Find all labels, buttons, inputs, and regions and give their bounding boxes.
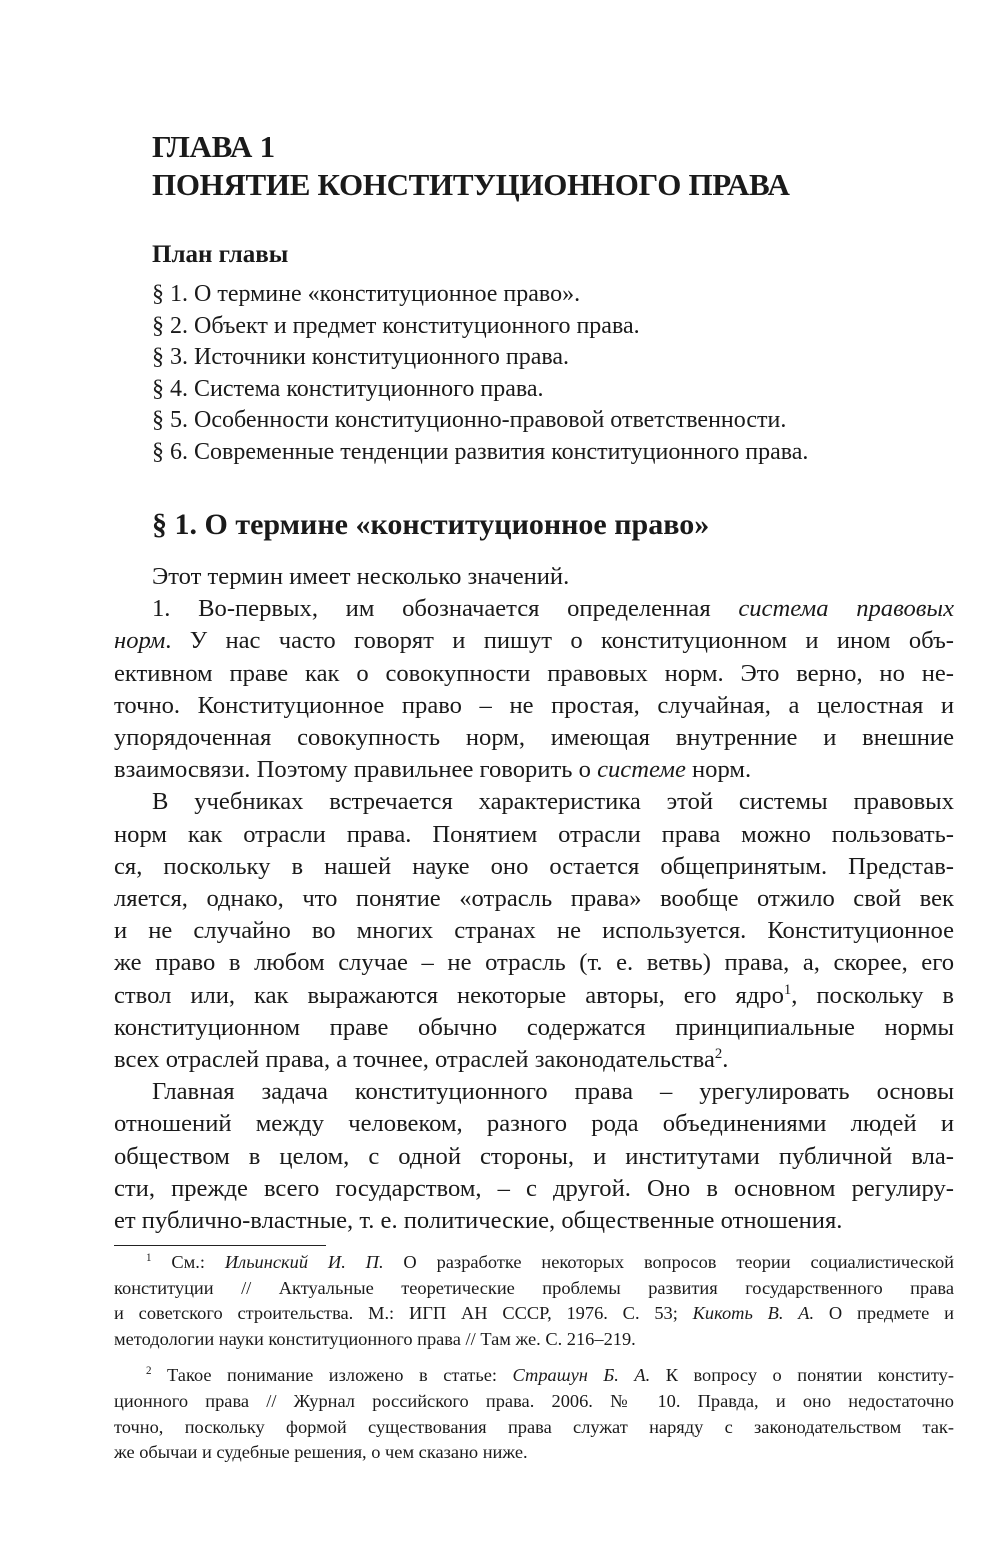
- text-line: В учебниках встречается характеристика этой системы правовых: [152, 788, 954, 816]
- paragraph-2: [114, 786, 954, 1076]
- text-line: обществом в целом, с одной стороны, и институтами публичной вла-: [114, 1142, 954, 1170]
- footnote-ref-1[interactable]: 1: [783, 981, 792, 998]
- footnote-ref-2[interactable]: 2: [714, 1045, 723, 1062]
- text-line: отношений между человеком, разного рода объединениями людей и: [114, 1110, 954, 1138]
- text-line: Главная задача конституционного права – урегулировать основы: [152, 1078, 954, 1106]
- plan-item: § 1. О термине «конституционное право».: [152, 281, 581, 307]
- footnote-line: же обычаи и судебные решения, о чем сказано ниже.: [114, 1442, 528, 1463]
- footnote-mark: 2: [146, 1365, 152, 1378]
- footnote-line: методологии науки конституционного права // Там же. С. 216–219.: [114, 1328, 636, 1349]
- footnote-line: [114, 1363, 954, 1389]
- text-line: же право в любом случае – не отрасль (т. е. ветвь) права, а, скорее, его: [114, 949, 954, 977]
- text-line: сти, прежде всего государством, – с другой. Оно в основном регулиру-: [114, 1174, 954, 1202]
- text-line: Этот термин имеет несколько значений.: [152, 563, 570, 590]
- paragraph-3: [114, 1076, 954, 1237]
- text-line: ет публично-властные, т. е. политические, общественные отношения.: [114, 1207, 843, 1235]
- text-line: [114, 754, 954, 786]
- text-run: О разработке некоторых вопросов теории социалистической: [383, 1252, 954, 1272]
- text-run: и советского строительства. М.: ИГП АН СССР, 1976. С. 53;: [114, 1303, 693, 1324]
- author-name: Ильинский И. П.: [224, 1252, 384, 1272]
- chapter-title: ПОНЯТИЕ КОНСТИТУЦИОННОГО ПРАВА: [152, 167, 790, 202]
- text-run: норм.: [685, 756, 752, 784]
- paragraph-intro: [114, 561, 954, 593]
- body-text: [114, 561, 954, 1237]
- plan-list: [152, 279, 808, 469]
- plan-item: § 3. Источники конституционного права.: [152, 344, 570, 371]
- text-run: О предмете и: [814, 1303, 954, 1324]
- footnotes: [114, 1250, 954, 1477]
- footnote-divider: [114, 1245, 326, 1246]
- text-run: , поскольку в: [791, 981, 955, 1009]
- plan-item: § 6. Современные тенденции развития конституционного права.: [152, 438, 809, 465]
- footnote-line: конституции // Актуальные теоретические проблемы развития государственного права: [114, 1277, 954, 1298]
- text-line: [114, 1044, 954, 1076]
- text-line: упорядоченная совокупность норм, имеющая внутренние и внешние: [114, 724, 954, 752]
- text-line: [114, 593, 954, 625]
- text-run: Такое понимание изложено в статье:: [151, 1365, 513, 1386]
- footnote-line: ционного права // Журнал российского права. 2006. № 10. Правда, и оно недостаточно: [114, 1390, 954, 1411]
- text-line: ляется, однако, что понятие «отрасль права» вообще отжило свой век: [114, 885, 954, 913]
- text-run: 1. Во-первых, им обозначается определенная: [152, 595, 739, 623]
- section-heading: § 1. О термине «конституционное право»: [152, 508, 710, 541]
- text-run: всех отраслей права, а точнее, отраслей законодательства: [114, 1046, 715, 1074]
- footnote-line: точно, поскольку формой существования права служат наряду с законодательством так-: [114, 1416, 954, 1437]
- chapter-number: ГЛАВА 1: [152, 129, 275, 164]
- paragraph-1: [114, 593, 954, 786]
- footnote-2: [114, 1363, 954, 1465]
- text-line: ективном праве как о совокупности правовых норм. Это верно, но не-: [114, 659, 954, 687]
- text-run: К вопросу о понятии конститу-: [650, 1365, 955, 1386]
- plan-item: § 4. Система конституционного права.: [152, 375, 544, 402]
- footnote-line: [114, 1301, 954, 1327]
- plan-item: § 5. Особенности конституционно-правовой ответственности.: [152, 407, 787, 434]
- text-line: конституционном праве обычно содержатся принципиальные нормы: [114, 1013, 954, 1041]
- text-run: См.:: [151, 1252, 225, 1272]
- text-run: . У нас часто говорят и пишут о конституционном и ином объ-: [165, 627, 954, 655]
- text-line: ся, поскольку в нашей науке оно остается общепринятым. Представ-: [114, 852, 954, 880]
- text-run: взаимосвязи. Поэтому правильнее говорить о: [114, 756, 598, 784]
- plan-title: План главы: [152, 241, 289, 268]
- author-name: Кикоть В. А.: [692, 1303, 815, 1324]
- footnote-mark: 1: [146, 1251, 152, 1264]
- footnote-line: [114, 1250, 954, 1276]
- italic-term: норм: [114, 627, 166, 655]
- text-line: [114, 980, 954, 1012]
- text-run: .: [722, 1046, 729, 1074]
- footnote-1: [114, 1250, 954, 1352]
- author-name: Страшун Б. А.: [512, 1365, 651, 1386]
- text-run: ствол или, как выражаются некоторые авторы, его ядро: [114, 981, 784, 1009]
- italic-term: система правовых: [738, 595, 954, 623]
- plan-item: § 2. Объект и предмет конституционного права.: [152, 312, 640, 339]
- text-line: норм как отрасли права. Понятием отрасли права можно пользовать-: [114, 820, 954, 848]
- text-line: [114, 625, 954, 657]
- italic-term: системе: [597, 756, 686, 784]
- chapter-heading: [152, 128, 790, 204]
- text-line: и не случайно во многих странах не используется. Конституционное: [114, 917, 954, 945]
- text-line: точно. Конституционное право – не простая, случайная, а целостная и: [114, 691, 954, 719]
